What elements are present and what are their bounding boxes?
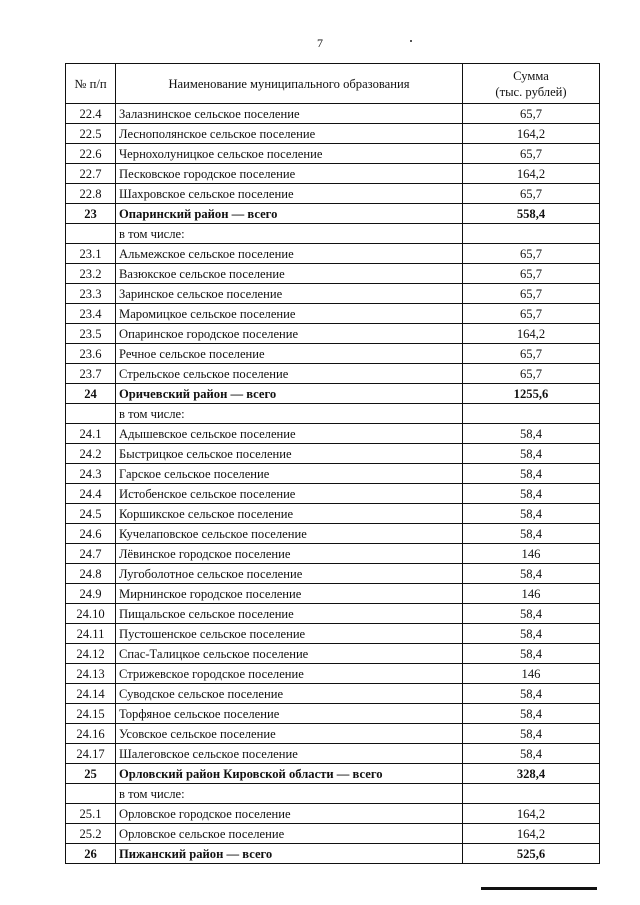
row-municipality: Коршикское сельское поселение [116, 504, 463, 524]
row-number: 24.1 [66, 424, 116, 444]
row-municipality: Альмежское сельское поселение [116, 244, 463, 264]
row-sum: 164,2 [463, 824, 600, 844]
row-sum: 58,4 [463, 484, 600, 504]
row-sum: 164,2 [463, 324, 600, 344]
row-number: 23.6 [66, 344, 116, 364]
row-municipality: Песковское городское поселение [116, 164, 463, 184]
table-row [66, 164, 600, 184]
row-number: 22.7 [66, 164, 116, 184]
row-sum: 58,4 [463, 424, 600, 444]
row-number: 24.17 [66, 744, 116, 764]
row-sum: 58,4 [463, 464, 600, 484]
header-number: № п/п [66, 64, 116, 104]
row-sum: 58,4 [463, 644, 600, 664]
row-number: 23.1 [66, 244, 116, 264]
row-sum: 65,7 [463, 184, 600, 204]
page-number: 7 [317, 36, 323, 50]
table-row [66, 244, 600, 264]
row-sum: 146 [463, 544, 600, 564]
row-number: 24.9 [66, 584, 116, 604]
table-row [66, 804, 600, 824]
table-row [66, 264, 600, 284]
table-row [66, 664, 600, 684]
row-number: 24.6 [66, 524, 116, 544]
row-number: 24.10 [66, 604, 116, 624]
table-row [66, 684, 600, 704]
row-sum: 1255,6 [463, 384, 600, 404]
table-row [66, 324, 600, 344]
row-sum: 58,4 [463, 724, 600, 744]
row-municipality: Залазнинское сельское поселение [116, 104, 463, 124]
row-municipality: Лугоболотное сельское поселение [116, 564, 463, 584]
table-header-row [66, 64, 600, 104]
table-row-total [66, 384, 600, 404]
table-body [66, 104, 600, 864]
row-number: 23.4 [66, 304, 116, 324]
row-municipality: Пижанский район — всего [116, 844, 463, 864]
row-sum: 164,2 [463, 124, 600, 144]
row-number: 24.15 [66, 704, 116, 724]
row-sum: 58,4 [463, 704, 600, 724]
row-sum: 58,4 [463, 624, 600, 644]
row-number: 23 [66, 204, 116, 224]
row-sum: 164,2 [463, 804, 600, 824]
row-sum [463, 404, 600, 424]
row-number: 26 [66, 844, 116, 864]
row-sum: 58,4 [463, 524, 600, 544]
row-municipality: Шахровское сельское поселение [116, 184, 463, 204]
table-row [66, 444, 600, 464]
table-row [66, 544, 600, 564]
row-sum: 65,7 [463, 264, 600, 284]
row-sum: 58,4 [463, 444, 600, 464]
row-number: 23.2 [66, 264, 116, 284]
row-number: 24.4 [66, 484, 116, 504]
row-municipality: Стрельское сельское поселение [116, 364, 463, 384]
table-row [66, 504, 600, 524]
row-municipality: Стрижевское городское поселение [116, 664, 463, 684]
row-municipality: Суводское сельское поселение [116, 684, 463, 704]
table-row [66, 224, 600, 244]
table-row [66, 304, 600, 324]
row-number: 24.11 [66, 624, 116, 644]
table-row [66, 144, 600, 164]
row-sum: 146 [463, 584, 600, 604]
row-municipality: Орловское сельское поселение [116, 824, 463, 844]
row-sum: 58,4 [463, 504, 600, 524]
row-number: 24.14 [66, 684, 116, 704]
table-row [66, 524, 600, 544]
row-municipality: Лёвинское городское поселение [116, 544, 463, 564]
row-sum: 65,7 [463, 244, 600, 264]
header-sum [463, 64, 600, 104]
table-row [66, 624, 600, 644]
row-number: 23.3 [66, 284, 116, 304]
row-sum: 58,4 [463, 604, 600, 624]
table-row [66, 704, 600, 724]
table-row-total [66, 844, 600, 864]
row-number: 24.8 [66, 564, 116, 584]
row-sum: 58,4 [463, 564, 600, 584]
scan-speck [410, 40, 412, 42]
row-number: 24.5 [66, 504, 116, 524]
row-municipality: Орловский район Кировской области — всего [116, 764, 463, 784]
row-municipality: Торфяное сельское поселение [116, 704, 463, 724]
row-number: 25 [66, 764, 116, 784]
row-municipality: Оричевский район — всего [116, 384, 463, 404]
row-municipality: Орловское городское поселение [116, 804, 463, 824]
row-sum: 65,7 [463, 284, 600, 304]
table-row [66, 724, 600, 744]
table-row [66, 104, 600, 124]
row-number [66, 784, 116, 804]
row-number: 24 [66, 384, 116, 404]
table-row [66, 344, 600, 364]
row-number [66, 404, 116, 424]
table-row [66, 424, 600, 444]
allocation-table [65, 63, 600, 864]
row-number: 22.5 [66, 124, 116, 144]
row-number: 24.7 [66, 544, 116, 564]
row-municipality: Заринское сельское поселение [116, 284, 463, 304]
row-number: 24.12 [66, 644, 116, 664]
table-row [66, 464, 600, 484]
row-number: 22.8 [66, 184, 116, 204]
table-row [66, 604, 600, 624]
table-row [66, 284, 600, 304]
row-sum: 58,4 [463, 744, 600, 764]
row-municipality: Мирнинское городское поселение [116, 584, 463, 604]
row-municipality: Шалеговское сельское поселение [116, 744, 463, 764]
row-municipality: Речное сельское поселение [116, 344, 463, 364]
row-number: 22.4 [66, 104, 116, 124]
table-row [66, 564, 600, 584]
row-municipality: Усовское сельское поселение [116, 724, 463, 744]
row-sum: 65,7 [463, 364, 600, 384]
row-number: 23.7 [66, 364, 116, 384]
header-sum-line1: Сумма [513, 69, 549, 83]
row-number: 24.3 [66, 464, 116, 484]
table-row-total [66, 764, 600, 784]
table-row [66, 404, 600, 424]
row-municipality: в том числе: [116, 404, 463, 424]
row-sum: 146 [463, 664, 600, 684]
row-sum: 65,7 [463, 104, 600, 124]
row-sum: 65,7 [463, 304, 600, 324]
row-sum: 328,4 [463, 764, 600, 784]
row-municipality: Гарское сельское поселение [116, 464, 463, 484]
row-number: 22.6 [66, 144, 116, 164]
row-sum: 558,4 [463, 204, 600, 224]
row-municipality: Леснополянское сельское поселение [116, 124, 463, 144]
table-row [66, 184, 600, 204]
row-sum: 58,4 [463, 684, 600, 704]
table-row [66, 124, 600, 144]
row-municipality: Опаринское городское поселение [116, 324, 463, 344]
table-row [66, 744, 600, 764]
row-sum: 164,2 [463, 164, 600, 184]
row-sum: 525,6 [463, 844, 600, 864]
table-row [66, 644, 600, 664]
row-number: 24.16 [66, 724, 116, 744]
row-sum: 65,7 [463, 344, 600, 364]
row-municipality: Чернохолуницкое сельское поселение [116, 144, 463, 164]
footer-rule [481, 887, 597, 890]
table-row [66, 484, 600, 504]
table-row [66, 824, 600, 844]
row-number: 24.13 [66, 664, 116, 684]
header-municipality: Наименование муниципального образования [116, 64, 463, 104]
row-number: 25.2 [66, 824, 116, 844]
row-municipality: Опаринский район — всего [116, 204, 463, 224]
row-municipality: Истобенское сельское поселение [116, 484, 463, 504]
row-municipality: Спас-Талицкое сельское поселение [116, 644, 463, 664]
row-number: 24.2 [66, 444, 116, 464]
row-municipality: Пищальское сельское поселение [116, 604, 463, 624]
row-municipality: Быстрицкое сельское поселение [116, 444, 463, 464]
row-municipality: Вазюкское сельское поселение [116, 264, 463, 284]
row-municipality: Адышевское сельское поселение [116, 424, 463, 444]
row-number: 25.1 [66, 804, 116, 824]
row-number [66, 224, 116, 244]
row-sum: 65,7 [463, 144, 600, 164]
row-number: 23.5 [66, 324, 116, 344]
row-municipality: в том числе: [116, 784, 463, 804]
table-row-total [66, 204, 600, 224]
row-sum [463, 784, 600, 804]
header-sum-line2: (тыс. рублей) [495, 85, 567, 99]
row-municipality: в том числе: [116, 224, 463, 244]
table-row [66, 784, 600, 804]
row-sum [463, 224, 600, 244]
row-municipality: Маромицкое сельское поселение [116, 304, 463, 324]
row-municipality: Кучелаповское сельское поселение [116, 524, 463, 544]
table-row [66, 364, 600, 384]
row-municipality: Пустошенское сельское поселение [116, 624, 463, 644]
table-row [66, 584, 600, 604]
